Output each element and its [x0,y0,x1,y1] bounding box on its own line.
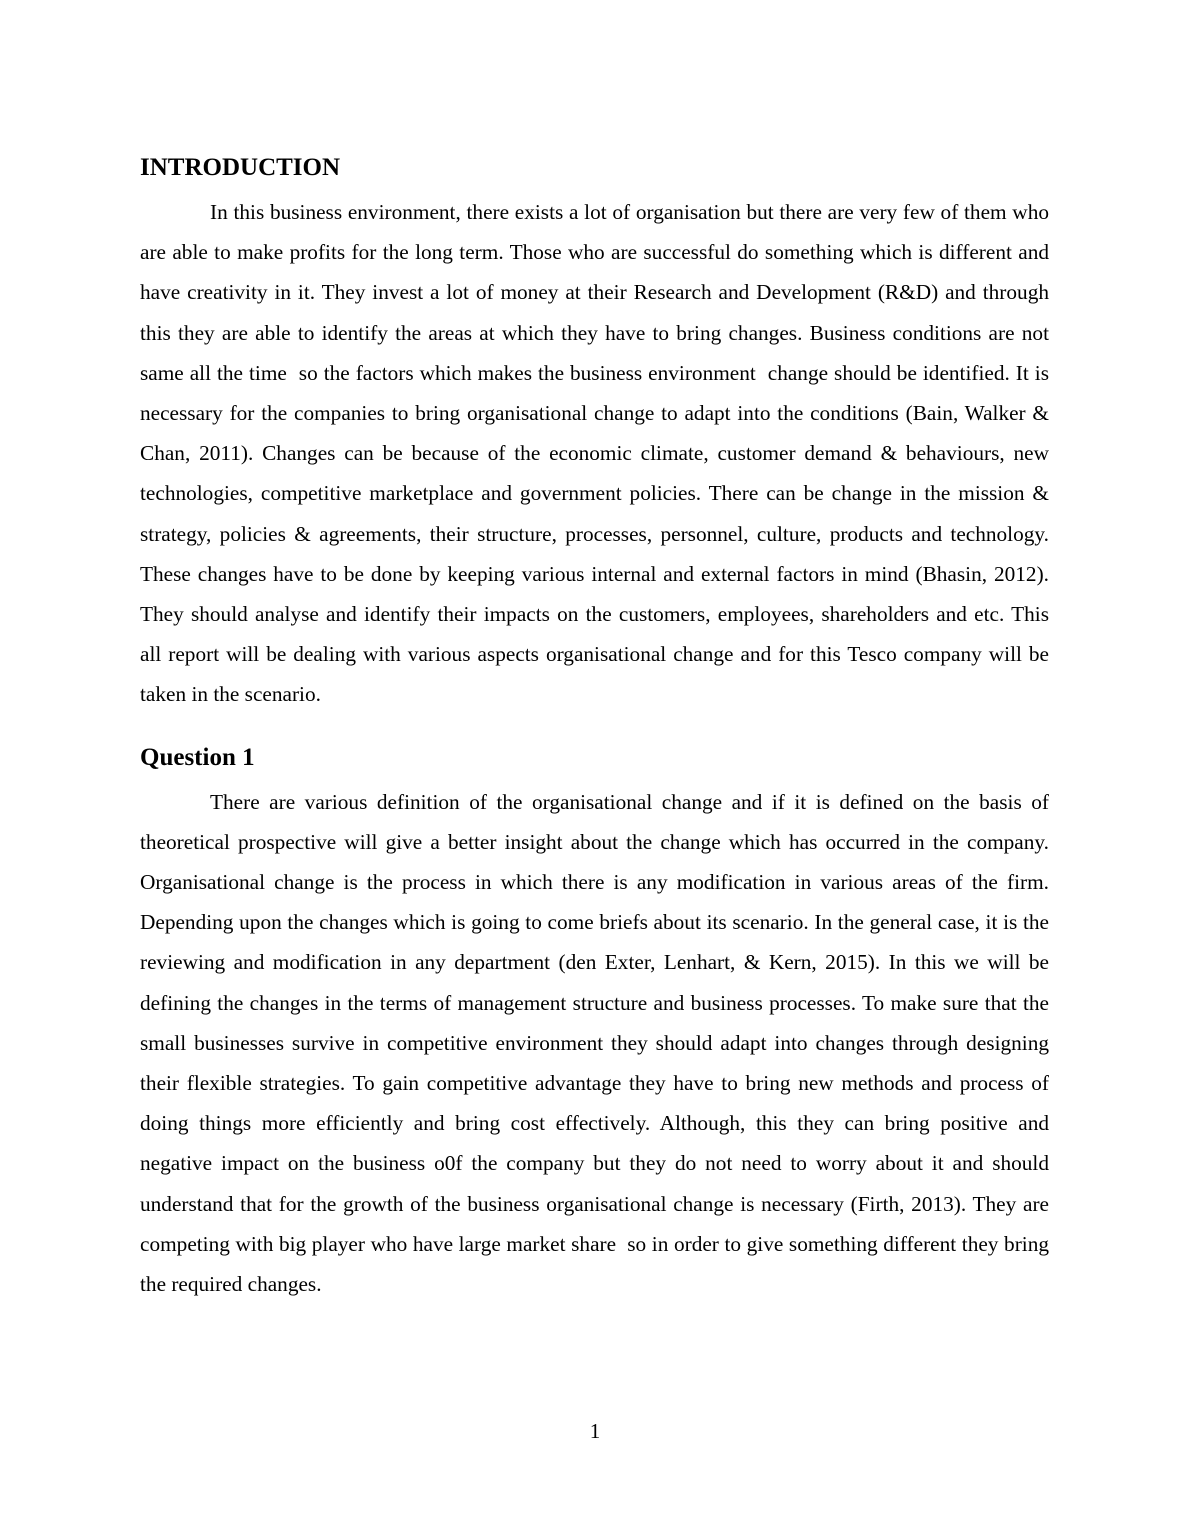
introduction-heading: INTRODUCTION [140,154,341,181]
introduction-section [140,148,1055,715]
page-number: 1 [589,1419,601,1443]
question-1-heading: Question 1 [140,743,255,771]
question-1-section [140,738,1055,1305]
introduction-paragraph: In this business environment, there exists a lot of organisation but there are very few of them who are able to make profits for the long term. Those who are successful do something which is different and have creativity in it. They invest a lot of money at their Research and Development (R&D) and through this they are able to identify the areas at which they have to bring changes. Business conditions are not same all the time so the factors which makes the business environment change should be identified. It is necessary for the companies to bring organisational change to adapt into the conditions (Bain, Walker & Chan, 2011). Changes can be because of the economic climate, customer demand & behaviours, new technologies, competitive marketplace and government policies. There can be change in the mission & strategy, policies & agreements, their structure, processes, personnel, culture, products and technology. These changes have to be done by keeping various internal and external factors in mind (Bhasin, 2012). They should analyse and identify their impacts on the customers, employees, shareholders and etc. This all report will be dealing with various aspects organisational change and for this Tesco company will be taken in the scenario. [140,200,1055,707]
document-page [140,148,1055,1304]
question-1-paragraph: There are various definition of the organisational change and if it is defined on the basis of theoretical prospective will give a better insight about the change which has occurred in the company. Organisational change is the process in which there is any modification in various areas of the firm. Depending upon the changes which is going to come briefs about its scenario. In the general case, it is the reviewing and modification in any department (den Exter, Lenhart, & Kern, 2015). In this we will be defining the changes in the terms of management structure and business processes. To make sure that the small businesses survive in competitive environment they should adapt into changes through designing their flexible strategies. To gain competitive advantage they have to bring new methods and process of doing things more efficiently and bring cost effectively. Although, this they can bring positive and negative impact on the business o0f the company but they do not need to worry about it and should understand that for the growth of the business organisational change is necessary (Firth, 2013). They are competing with big player who have large market share so in order to give something different they bring the required changes. [140,789,1055,1297]
